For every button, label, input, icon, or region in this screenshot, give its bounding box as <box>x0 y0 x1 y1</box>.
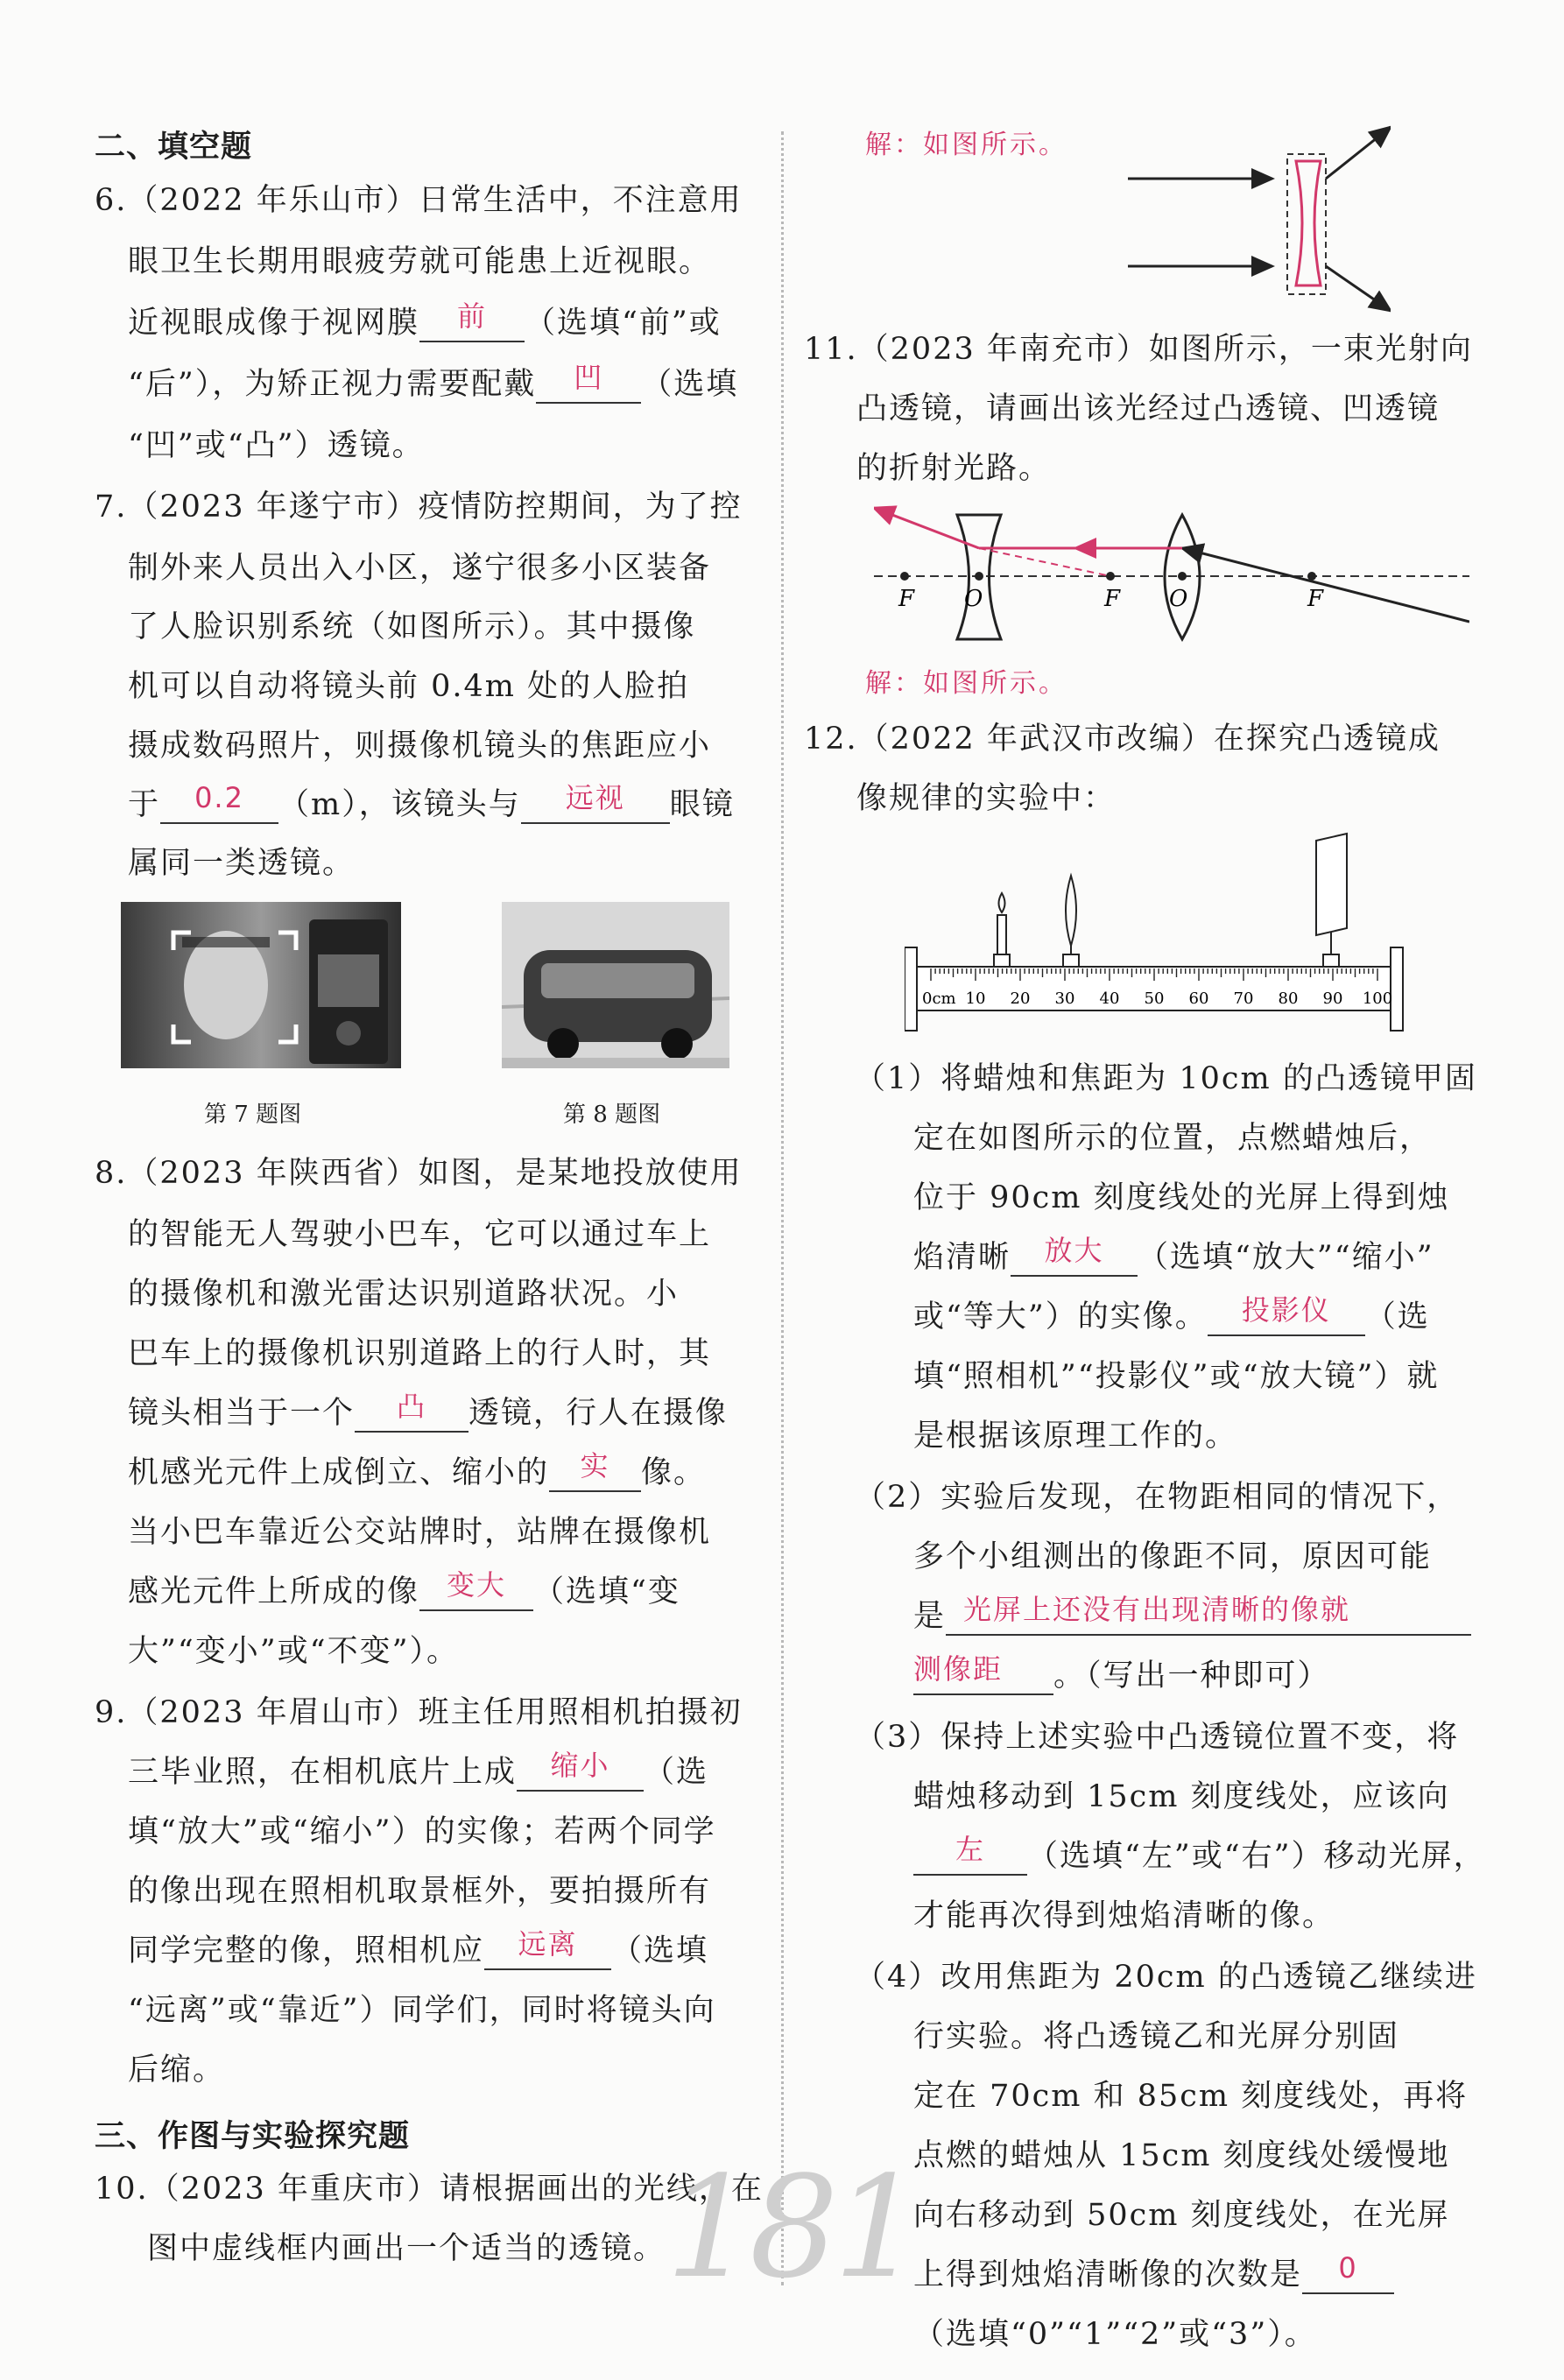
q8-line-9: 大”“变小”或“不变”）。 <box>128 1634 459 1669</box>
q9-blank-2[interactable]: 远离 <box>484 1933 611 1970</box>
ruler-label: 30 <box>1054 989 1075 1008</box>
q10-line-2: 图中虚线框内画出一个适当的透镜。 <box>147 2231 666 2266</box>
q7-line-5: 摄成数码照片，则摄像机镜头的焦距应小 <box>128 729 712 764</box>
ruler-label: 80 <box>1278 989 1299 1008</box>
q9-line-1: 9.（2023 年眉山市）班主任用照相机拍摄初 <box>95 1695 743 1730</box>
q7-blank-1[interactable]: 0.2 <box>160 787 278 824</box>
q9-line-6: “远离”或“靠近”）同学们，同时将镜头向 <box>128 1993 716 2028</box>
q12-p3-line-4: 才能再次得到烛焰清晰的像。 <box>913 1898 1335 1933</box>
q8-text: 像。 <box>641 1455 707 1490</box>
q12-p4-line-3: 定在 70cm 和 85cm 刻度线处，再将 <box>913 2079 1469 2114</box>
q11-line-3: 的折射光路。 <box>856 451 1052 486</box>
ruler-label: 90 <box>1322 989 1343 1008</box>
optical-bench-diagram <box>905 832 1404 1033</box>
q7-line-2: 制外来人员出入小区，遂宁很多小区装备 <box>128 551 712 586</box>
q12-p3-line-3 <box>913 1835 1486 1877</box>
q6-line-3 <box>128 299 722 344</box>
q12-p4-line-1: （4）改用焦距为 20cm 的凸透镜乙继续进 <box>855 1960 1477 1995</box>
q8-line-3: 的摄像机和激光雷达识别道路状况。小 <box>128 1277 680 1312</box>
optical-center-label: O <box>1169 586 1188 612</box>
q6-text: 近视眼成像于视网膜 <box>128 306 420 341</box>
q12-p4-line-5: 向右移动到 50cm 刻度线处，在光屏 <box>913 2198 1450 2233</box>
q9-line-3: 填“放大”或“缩小”）的实像；若两个同学 <box>128 1814 716 1849</box>
q7-text: 眼镜 <box>669 787 735 822</box>
q6-line-4 <box>128 363 738 405</box>
q8-line-4: 巴车上的摄像机识别道路上的行人时，其 <box>128 1336 712 1371</box>
refracted-ray-top <box>1326 127 1391 179</box>
q12-text: （选填“左”或“右”）移动光屏， <box>1027 1839 1486 1874</box>
q12-p2-line-1: （2）实验后发现，在物距相同的情况下， <box>855 1480 1460 1515</box>
q9-text: 三毕业照，在相机底片上成 <box>128 1755 518 1790</box>
q12-text: （选填“放大”“缩小” <box>1138 1240 1434 1275</box>
q12-p2-blank-1-cont[interactable]: 测像距 <box>913 1658 1053 1695</box>
convex-lens <box>1066 876 1076 946</box>
focus-label: F <box>1104 586 1121 612</box>
q12-p3-line-1: （3）保持上述实验中凸透镜位置不变，将 <box>855 1720 1460 1755</box>
q9-line-7: 后缩。 <box>128 2053 226 2088</box>
column-divider <box>781 131 784 2285</box>
q12-p1-line-1: （1）将蜡烛和焦距为 10cm 的凸透镜甲固 <box>855 1061 1477 1096</box>
q12-p2-line-3 <box>913 1595 1471 1637</box>
q12-p4-line-7: （选填“0”“1”“2”或“3”）。 <box>913 2317 1317 2352</box>
q12-p2-line-4 <box>913 1652 1330 1697</box>
q12-p1-line-7: 是根据该原理工作的。 <box>913 1419 1238 1454</box>
section-title-drawing: 三、作图与实验探究题 <box>95 2119 411 2154</box>
q8-text: 机感光元件上成倒立、缩小的 <box>128 1455 550 1490</box>
refracted-ray-bottom <box>1326 266 1391 311</box>
dashed-box <box>1287 154 1326 294</box>
q12-p1-blank-1[interactable]: 放大 <box>1011 1240 1138 1277</box>
q8-line-5 <box>128 1392 728 1434</box>
q8-line-6 <box>128 1449 707 1494</box>
q12-p4-line-4: 点燃的蜡烛从 15cm 刻度线处缓慢地 <box>913 2138 1450 2173</box>
section-title-fill-blank: 二、填空题 <box>95 130 253 165</box>
q8-line-1: 8.（2023 年陕西省）如图，是某地投放使用 <box>95 1156 743 1191</box>
q6-text: （选填“前”或 <box>525 306 722 341</box>
q10-answer-label: 解：如图所示。 <box>865 130 1067 160</box>
q12-p4-line-2: 行实验。将凸透镜乙和光屏分别固 <box>913 2019 1400 2054</box>
q6-text: “后”），为矫正视力需要配戴 <box>128 367 537 402</box>
q9-line-4: 的像出现在照相机取景框外，要拍摄所有 <box>128 1874 712 1909</box>
ruler-label: 70 <box>1233 989 1254 1008</box>
focus-label: F <box>898 586 915 612</box>
q6-line-2: 眼卫生长期用眼疲劳就可能患上近视眼。 <box>128 244 712 279</box>
q11-line-1: 11.（2023 年南充市）如图所示，一束光射向 <box>804 332 1473 367</box>
q6-line-1: 6.（2022 年乐山市）日常生活中，不注意用 <box>95 183 743 218</box>
q7-line-7: 属同一类透镜。 <box>128 846 356 881</box>
q7-text: 于 <box>128 787 161 822</box>
q8-figure-caption: 第 8 题图 <box>563 1102 661 1128</box>
candle-flame <box>999 893 1005 912</box>
q9-line-5 <box>128 1927 709 1972</box>
q12-text: （选 <box>1364 1299 1430 1334</box>
q12-p3-line-2: 蜡烛移动到 15cm 刻度线处，应该向 <box>913 1779 1450 1814</box>
q7-line-4: 机可以自动将镜头前 0.4m 处的人脸拍 <box>128 669 690 704</box>
q6-blank-2[interactable]: 凹 <box>536 367 641 404</box>
extension-line <box>979 548 1110 576</box>
q8-text: 透镜，行人在摄像 <box>468 1396 729 1431</box>
q9-text: （选填 <box>611 1933 709 1968</box>
q7-figure-caption: 第 7 题图 <box>204 1102 302 1128</box>
page-number: 181 <box>666 2145 918 2309</box>
q8-line-2: 的智能无人驾驶小巴车，它可以通过车上 <box>128 1217 712 1252</box>
q7-line-1: 7.（2023 年遂宁市）疫情防控期间，为了控 <box>95 489 743 525</box>
q8-text: （选填“变 <box>533 1574 680 1609</box>
optical-center-label: O <box>964 586 983 612</box>
q7-blank-2[interactable]: 远视 <box>521 787 670 824</box>
q10-lens-diagram <box>1128 123 1391 315</box>
q12-p4-blank-1[interactable]: 0 <box>1302 2257 1394 2294</box>
q11-line-2: 凸透镜，请画出该光经过凸透镜、凹透镜 <box>856 391 1441 426</box>
q12-line-1: 12.（2022 年武汉市改编）在探究凸透镜成 <box>804 722 1441 757</box>
q11-optics-diagram <box>874 499 1469 648</box>
q12-text: 。（写出一种即可） <box>1053 1658 1330 1693</box>
q8-line-7: 当小巴车靠近公交站牌时，站牌在摄像机 <box>128 1515 712 1550</box>
q6-blank-1[interactable]: 前 <box>419 306 525 342</box>
q9-text: （选 <box>644 1755 709 1790</box>
q12-text: 上得到烛焰清晰像的次数是 <box>913 2257 1303 2292</box>
q8-blank-2[interactable]: 实 <box>549 1455 641 1492</box>
ruler-label: 100 <box>1362 989 1393 1008</box>
q6-text: （选填 <box>641 367 739 402</box>
q12-p1-line-5 <box>913 1293 1430 1338</box>
q12-p3-blank-1[interactable]: 左 <box>913 1839 1027 1876</box>
q12-p1-line-2: 定在如图所示的位置，点燃蜡烛后， <box>913 1121 1433 1156</box>
q12-p2-blank-1[interactable]: 光屏上还没有出现清晰的像就 <box>946 1599 1471 1636</box>
q12-p1-line-6: 填“照相机”“投影仪”或“放大镜”）就 <box>913 1359 1440 1394</box>
q11-answer-label: 解：如图所示。 <box>865 668 1067 699</box>
q12-p2-line-2: 多个小组测出的像距不同，原因可能 <box>913 1539 1433 1574</box>
focus-label: F <box>1307 586 1324 612</box>
q9-line-2 <box>128 1751 708 1793</box>
face-recognition-photo <box>121 902 401 1068</box>
q7-text: （m），该镜头与 <box>278 787 521 822</box>
candle <box>997 915 1006 954</box>
q8-text: 镜头相当于一个 <box>128 1396 356 1431</box>
concave-lens-answer <box>1296 161 1321 285</box>
ruler-label: 50 <box>1144 989 1165 1008</box>
q9-text: 同学完整的像，照相机应 <box>128 1933 485 1968</box>
q12-p1-blank-2[interactable]: 投影仪 <box>1208 1299 1365 1336</box>
q12-line-2: 像规律的实验中： <box>856 781 1117 816</box>
q12-p1-line-4 <box>913 1236 1434 1278</box>
q12-p4-line-6 <box>913 2251 1394 2296</box>
q9-blank-1[interactable]: 缩小 <box>517 1755 644 1792</box>
q12-p1-line-3: 位于 90cm 刻度线处的光屏上得到烛 <box>913 1180 1450 1215</box>
q6-line-5: “凹”或“凸”）透镜。 <box>128 428 425 463</box>
q12-text: 是 <box>913 1599 947 1634</box>
ruler-label: 20 <box>1010 989 1031 1008</box>
q8-line-8 <box>128 1568 680 1613</box>
ruler-label: 40 <box>1099 989 1120 1008</box>
light-screen <box>1316 834 1347 935</box>
q8-blank-1[interactable]: 凸 <box>355 1396 468 1433</box>
incident-ray <box>1182 548 1469 622</box>
q8-blank-3[interactable]: 变大 <box>419 1574 533 1611</box>
q12-text: 或“等大”）的实像。 <box>913 1299 1208 1334</box>
ruler-label: 0cm <box>922 989 956 1008</box>
q7-line-6 <box>128 781 735 826</box>
ruler-label: 60 <box>1188 989 1209 1008</box>
q7-line-3: 了人脸识别系统（如图所示）。其中摄像 <box>128 609 696 644</box>
q8-text: 感光元件上所成的像 <box>128 1574 420 1609</box>
self-driving-bus-photo <box>502 902 729 1068</box>
q10-line-1: 10.（2023 年重庆市）请根据画出的光线，在 <box>95 2172 764 2207</box>
ruler-label: 10 <box>965 989 986 1008</box>
q12-text: 焰清晰 <box>913 1240 1011 1275</box>
